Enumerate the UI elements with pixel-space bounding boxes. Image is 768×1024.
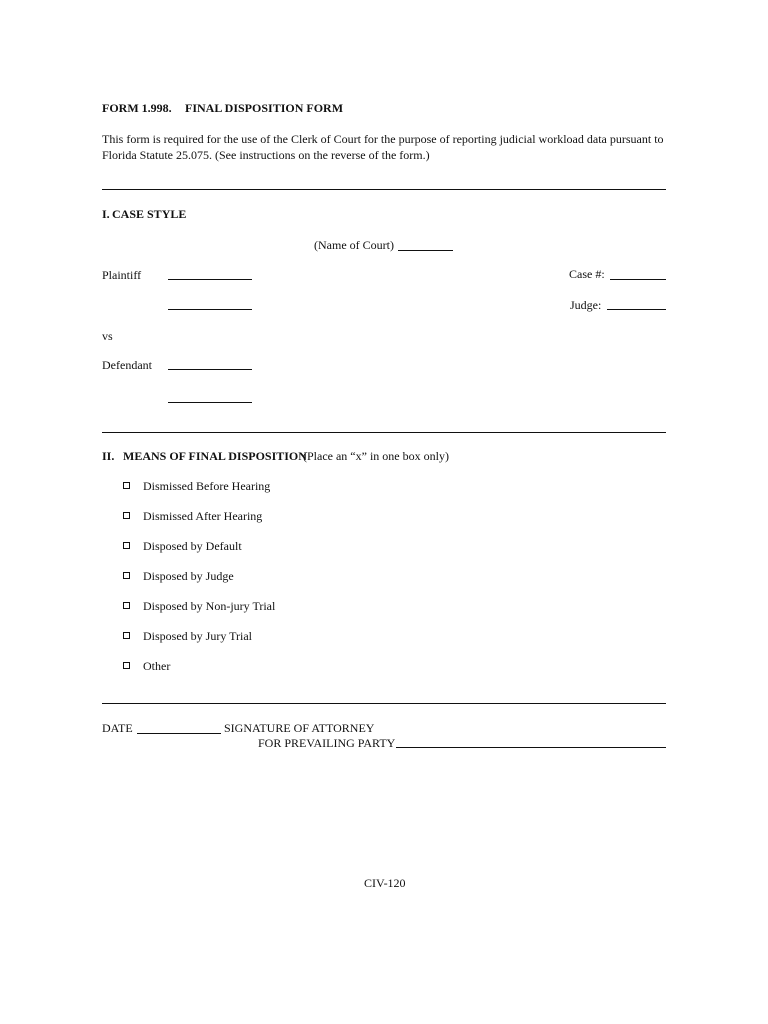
- form-number: FORM 1.998.: [102, 101, 172, 115]
- plaintiff-field-1[interactable]: [168, 279, 252, 280]
- section-1-title: CASE STYLE: [112, 207, 187, 221]
- defendant-field-1[interactable]: [168, 369, 252, 370]
- option-disposed-by-non-jury-trial: Disposed by Non-jury Trial: [143, 599, 276, 613]
- option-dismissed-before-hearing: Dismissed Before Hearing: [143, 479, 271, 493]
- plaintiff-label: Plaintiff: [102, 268, 142, 282]
- vs-label: vs: [102, 329, 113, 343]
- case-number-field[interactable]: [610, 279, 666, 280]
- option-dismissed-after-hearing: Dismissed After Hearing: [143, 509, 263, 523]
- defendant-field-2[interactable]: [168, 402, 252, 403]
- form-code: CIV-120: [364, 876, 406, 890]
- signature-label-line-2: FOR PREVAILING PARTY: [258, 736, 396, 750]
- court-name-field[interactable]: [398, 250, 453, 251]
- checkbox-dismissed-before-hearing[interactable]: [123, 482, 130, 489]
- judge-label: Judge:: [570, 298, 602, 312]
- signature-field[interactable]: [396, 747, 666, 748]
- checkbox-disposed-by-jury-trial[interactable]: [123, 632, 130, 639]
- case-number-label: Case #:: [569, 267, 605, 281]
- signature-label-line-1: SIGNATURE OF ATTORNEY: [224, 721, 375, 735]
- option-other: Other: [143, 659, 171, 673]
- divider-1: [102, 189, 666, 190]
- checkbox-other[interactable]: [123, 662, 130, 669]
- judge-field[interactable]: [607, 309, 666, 310]
- checkbox-disposed-by-non-jury-trial[interactable]: [123, 602, 130, 609]
- checkbox-disposed-by-judge[interactable]: [123, 572, 130, 579]
- defendant-label: Defendant: [102, 358, 152, 372]
- checkbox-disposed-by-default[interactable]: [123, 542, 130, 549]
- section-2-number: II.: [102, 449, 115, 463]
- intro-paragraph: This form is required for the use of the Clerk of Court for the purpose of reporting judicial workload data pursuant to Florida Statute 25.075. (See instructions on the reverse of the form.): [102, 132, 664, 162]
- section-2-instruction: (Place an “x” in one box only): [303, 449, 449, 463]
- form-title: FINAL DISPOSITION FORM: [185, 101, 344, 115]
- option-disposed-by-judge: Disposed by Judge: [143, 569, 234, 583]
- option-disposed-by-jury-trial: Disposed by Jury Trial: [143, 629, 253, 643]
- date-field[interactable]: [137, 733, 221, 734]
- section-2-title: MEANS OF FINAL DISPOSITION: [123, 449, 307, 463]
- plaintiff-field-2[interactable]: [168, 309, 252, 310]
- divider-3: [102, 703, 666, 704]
- divider-2: [102, 432, 666, 433]
- option-disposed-by-default: Disposed by Default: [143, 539, 242, 553]
- date-label: DATE: [102, 721, 133, 735]
- court-name-label: (Name of Court): [314, 238, 394, 252]
- section-1-number: I.: [102, 207, 110, 221]
- checkbox-dismissed-after-hearing[interactable]: [123, 512, 130, 519]
